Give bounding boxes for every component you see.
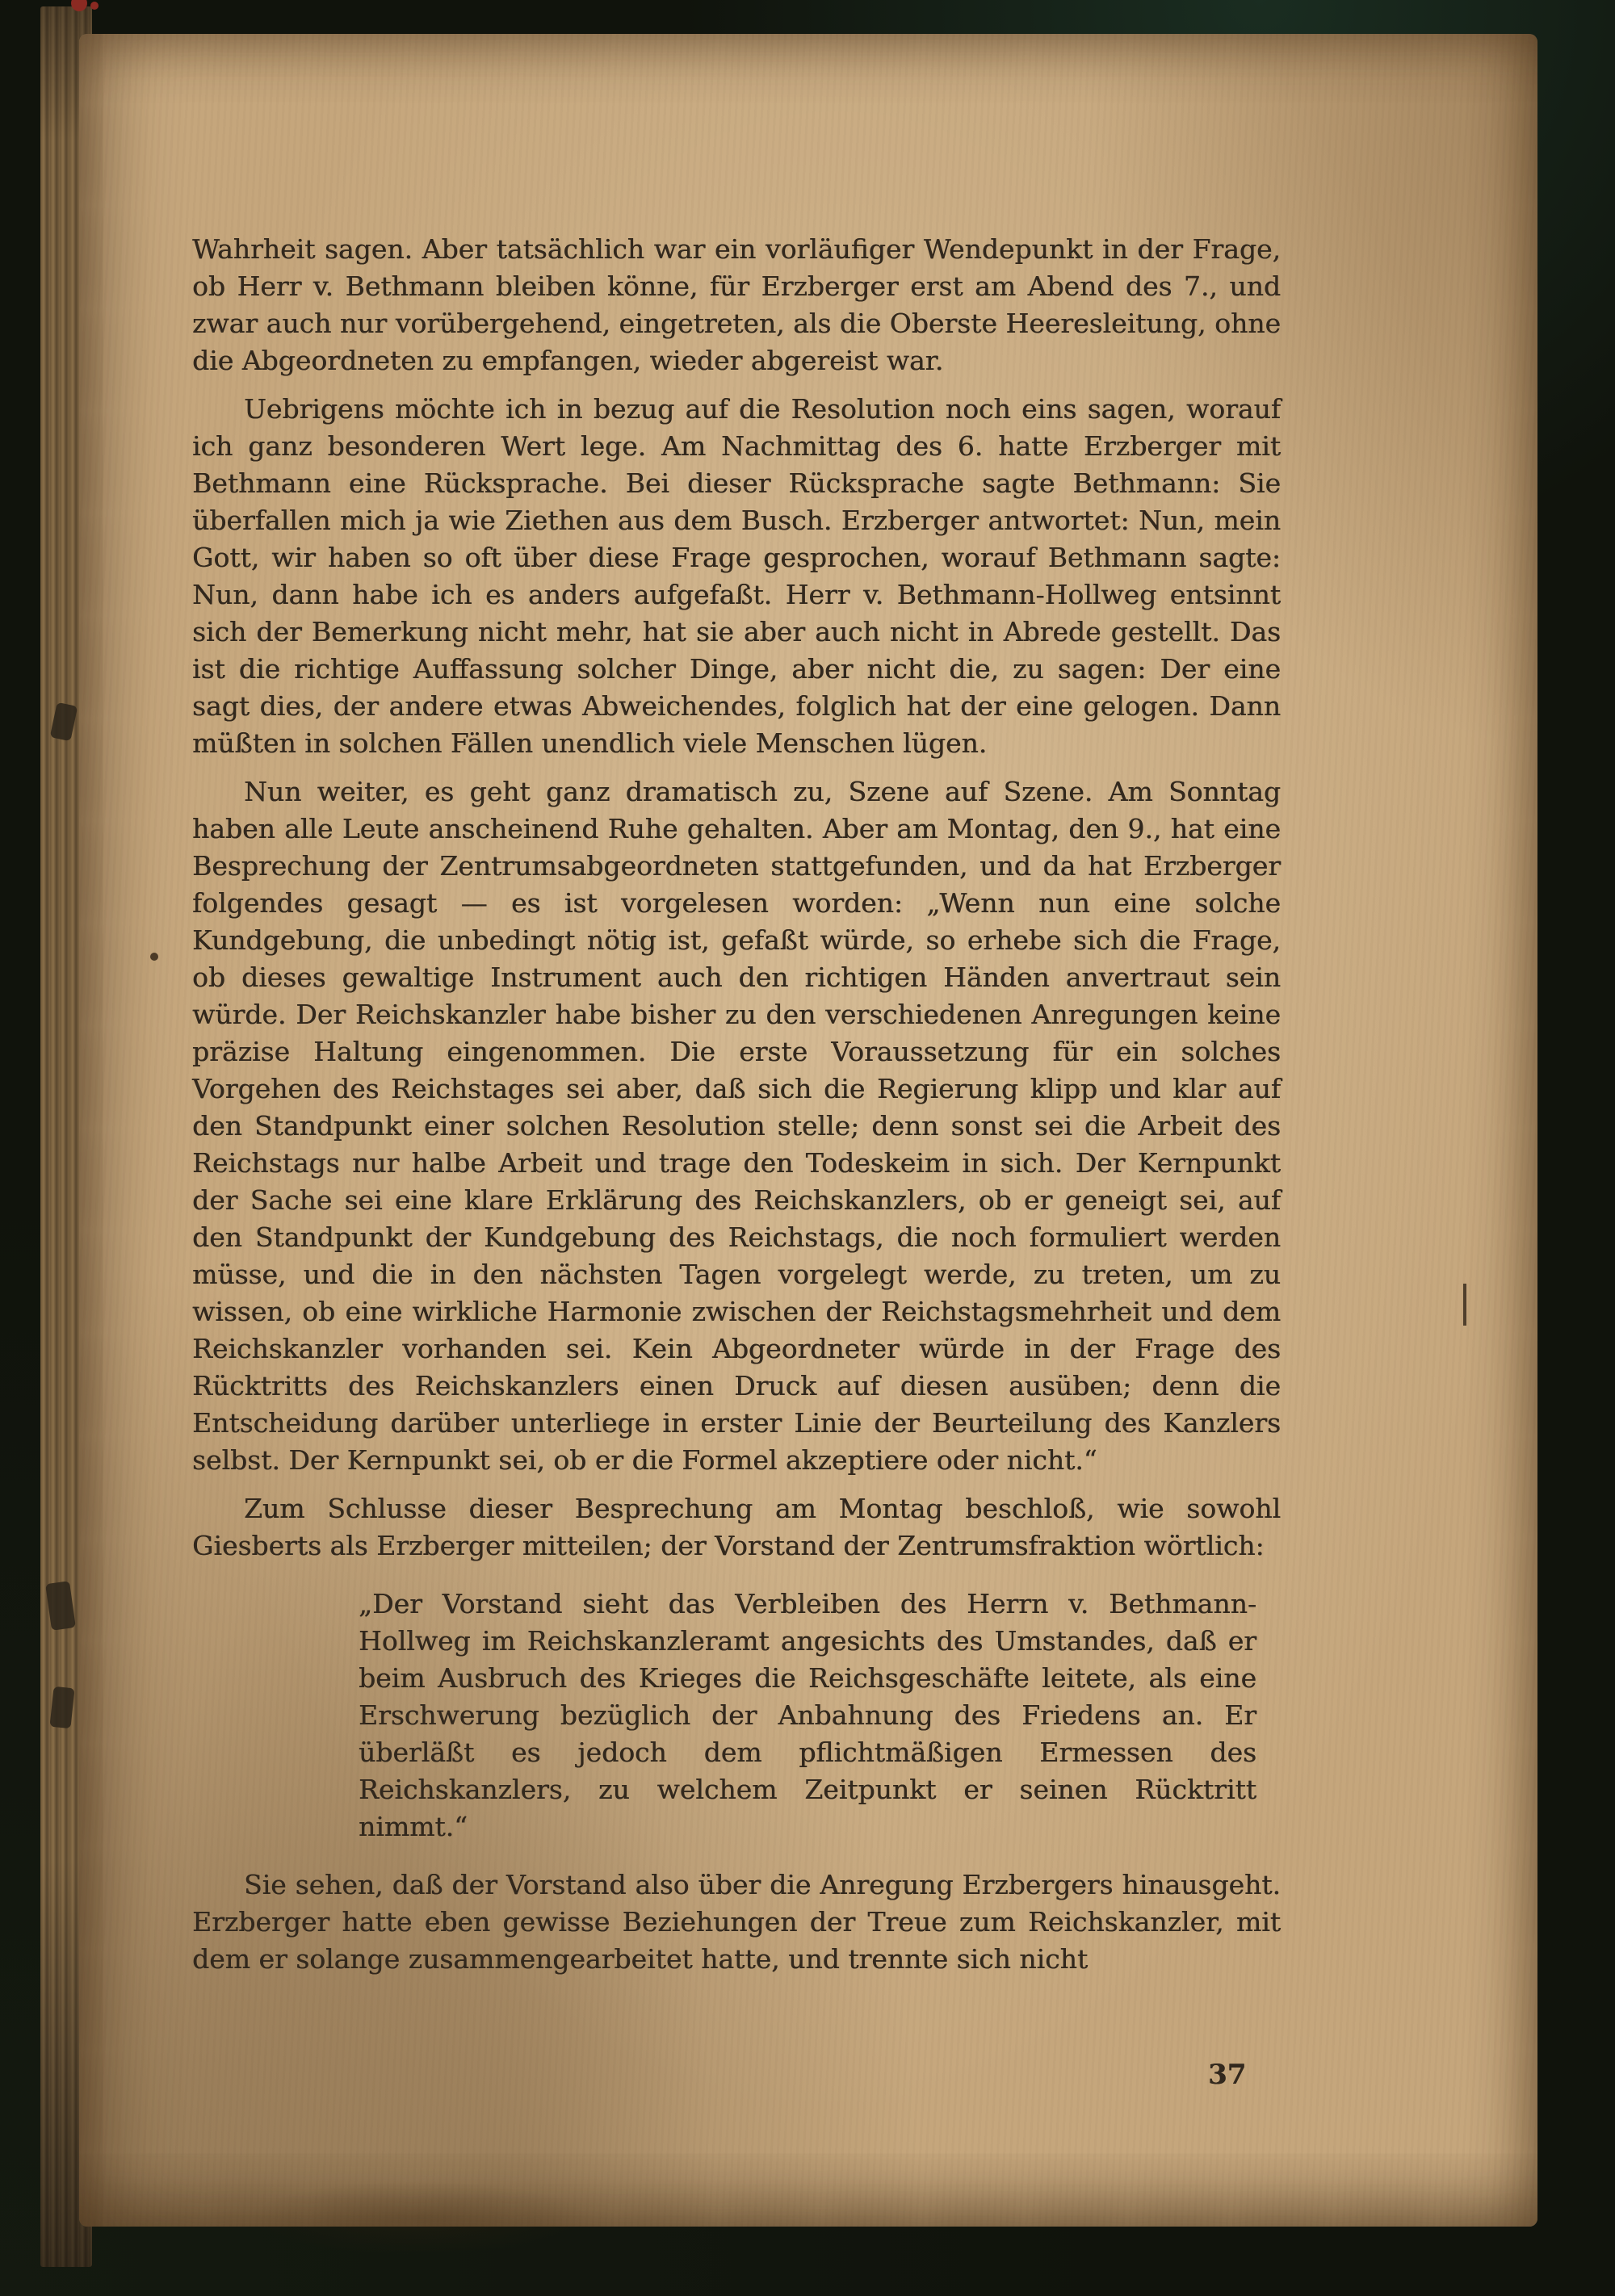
book-page xyxy=(79,34,1537,2227)
paragraph: Nun weiter, es geht ganz dramatisch zu, Szene auf Szene. Am Sonntag haben alle Leute anscheinend Ruhe gehalten. Aber am Montag, den 9., hat eine Besprechung der Zentrumsabgeordneten stattgefunden, und da hat Erzberger folgendes gesagt — es ist vorgelesen worden: „Wenn nun eine solche Kundgebung, die unbedingt nötig ist, gefaßt würde, so erhebe sich die Frage, ob dieses gewaltige Instrument auch den richtigen Händen anvertraut sein würde. Der Reichskanzler habe bisher zu den verschiedenen Anregungen keine präzise Haltung eingenommen. Die erste Voraussetzung für ein solches Vorgehen des Reichstages sei aber, daß sich die Regierung klipp und klar auf den Standpunkt einer solchen Resolution stelle; denn sonst sei die Arbeit des Reichstags nur halbe Arbeit und trage den Todeskeim in sich. Der Kernpunkt der Sache sei eine klare Erklärung des Reichskanzlers, ob er geneigt sei, auf den Standpunkt der Kundgebung des Reichstags, die noch formuliert werden müsse, und die in den nächsten Tagen vorgelegt werde, zu treten, um zu wissen, ob eine wirkliche Harmonie zwischen der Reichstagsmehrheit und dem Reichskanzler vorhanden sei. Kein Abgeordneter würde in der Frage des Rücktritts des Reichskanzlers einen Druck auf diesen ausüben; denn die Entscheidung darüber unterliege in erster Linie der Beurteilung des Kanzlers selbst. Der Kernpunkt sei, ob er die Formel akzeptiere oder nicht.“ xyxy=(192,776,1281,1476)
paragraph: Sie sehen, daß der Vorstand also über die Anregung Erzbergers hinausgeht. Erzberger hatte eben gewisse Beziehungen der Treue zum Reichskanzler, mit dem er solange zusammengearbeitet hatte, und trennte sich nicht xyxy=(192,1869,1281,1975)
stray-pen-mark xyxy=(1463,1284,1466,1326)
paper-smudge xyxy=(249,2181,588,2254)
paragraph: Wahrheit sagen. Aber tatsächlich war ein vorläufiger Wendepunkt in der Frage, ob Herr v. Bethmann bleiben könne, für Erzberger erst am Abend des 7., und zwar auch nur vorübergehend, eingetreten, als die Oberste Heeresleitung, ohne die Abgeordneten zu empfangen, wieder abgereist war. xyxy=(192,233,1281,376)
binding-thread-mark xyxy=(49,1686,74,1728)
ink-dot-mark xyxy=(150,953,158,961)
page-number: 37 xyxy=(1208,2059,1247,2091)
page-text xyxy=(192,231,1281,1989)
resolution-blockquote: „Der Vorstand sieht das Verbleiben des Herrn v. Bethmann-Hollweg im Reichskanzleramt angesichts des Umstandes, daß er beim Ausbruch des Krieges die Reichsgeschäfte leitete, als eine Erschwerung bezüglich der Anbahnung des Friedens an. Er überläßt es jedoch dem pflichtmäßigen Ermessen des Reichskanzlers, zu welchem Zeitpunkt er seinen Rücktritt nimmt.“ xyxy=(359,1588,1256,1842)
paragraph: Zum Schlusse dieser Besprechung am Montag beschloß, wie sowohl Giesberts als Erzberger mitteilen; der Vorstand der Zentrumsfraktion wörtlich: xyxy=(192,1493,1281,1561)
red-ink-speck xyxy=(90,2,99,10)
paragraph: Uebrigens möchte ich in bezug auf die Resolution noch eins sagen, worauf ich ganz besonderen Wert lege. Am Nachmittag des 6. hatte Erzberger mit Bethmann eine Rücksprache. Bei dieser Rücksprache sagte Bethmann: Sie überfallen mich ja wie Ziethen aus dem Busch. Erzberger antwortet: Nun, mein Gott, wir haben so oft über diese Frage gesprochen, worauf Bethmann sagte: Nun, dann habe ich es anders aufgefaßt. Herr v. Bethmann-Hollweg entsinnt sich der Bemerkung nicht mehr, hat sie aber auch nicht in Abrede gestellt. Das ist die richtige Auffassung solcher Dinge, aber nicht die, zu sagen: Der eine sagt dies, der andere etwas Abweichendes, folglich hat der eine gelogen. Dann müßten in solchen Fällen unendlich viele Menschen lügen. xyxy=(192,393,1281,759)
